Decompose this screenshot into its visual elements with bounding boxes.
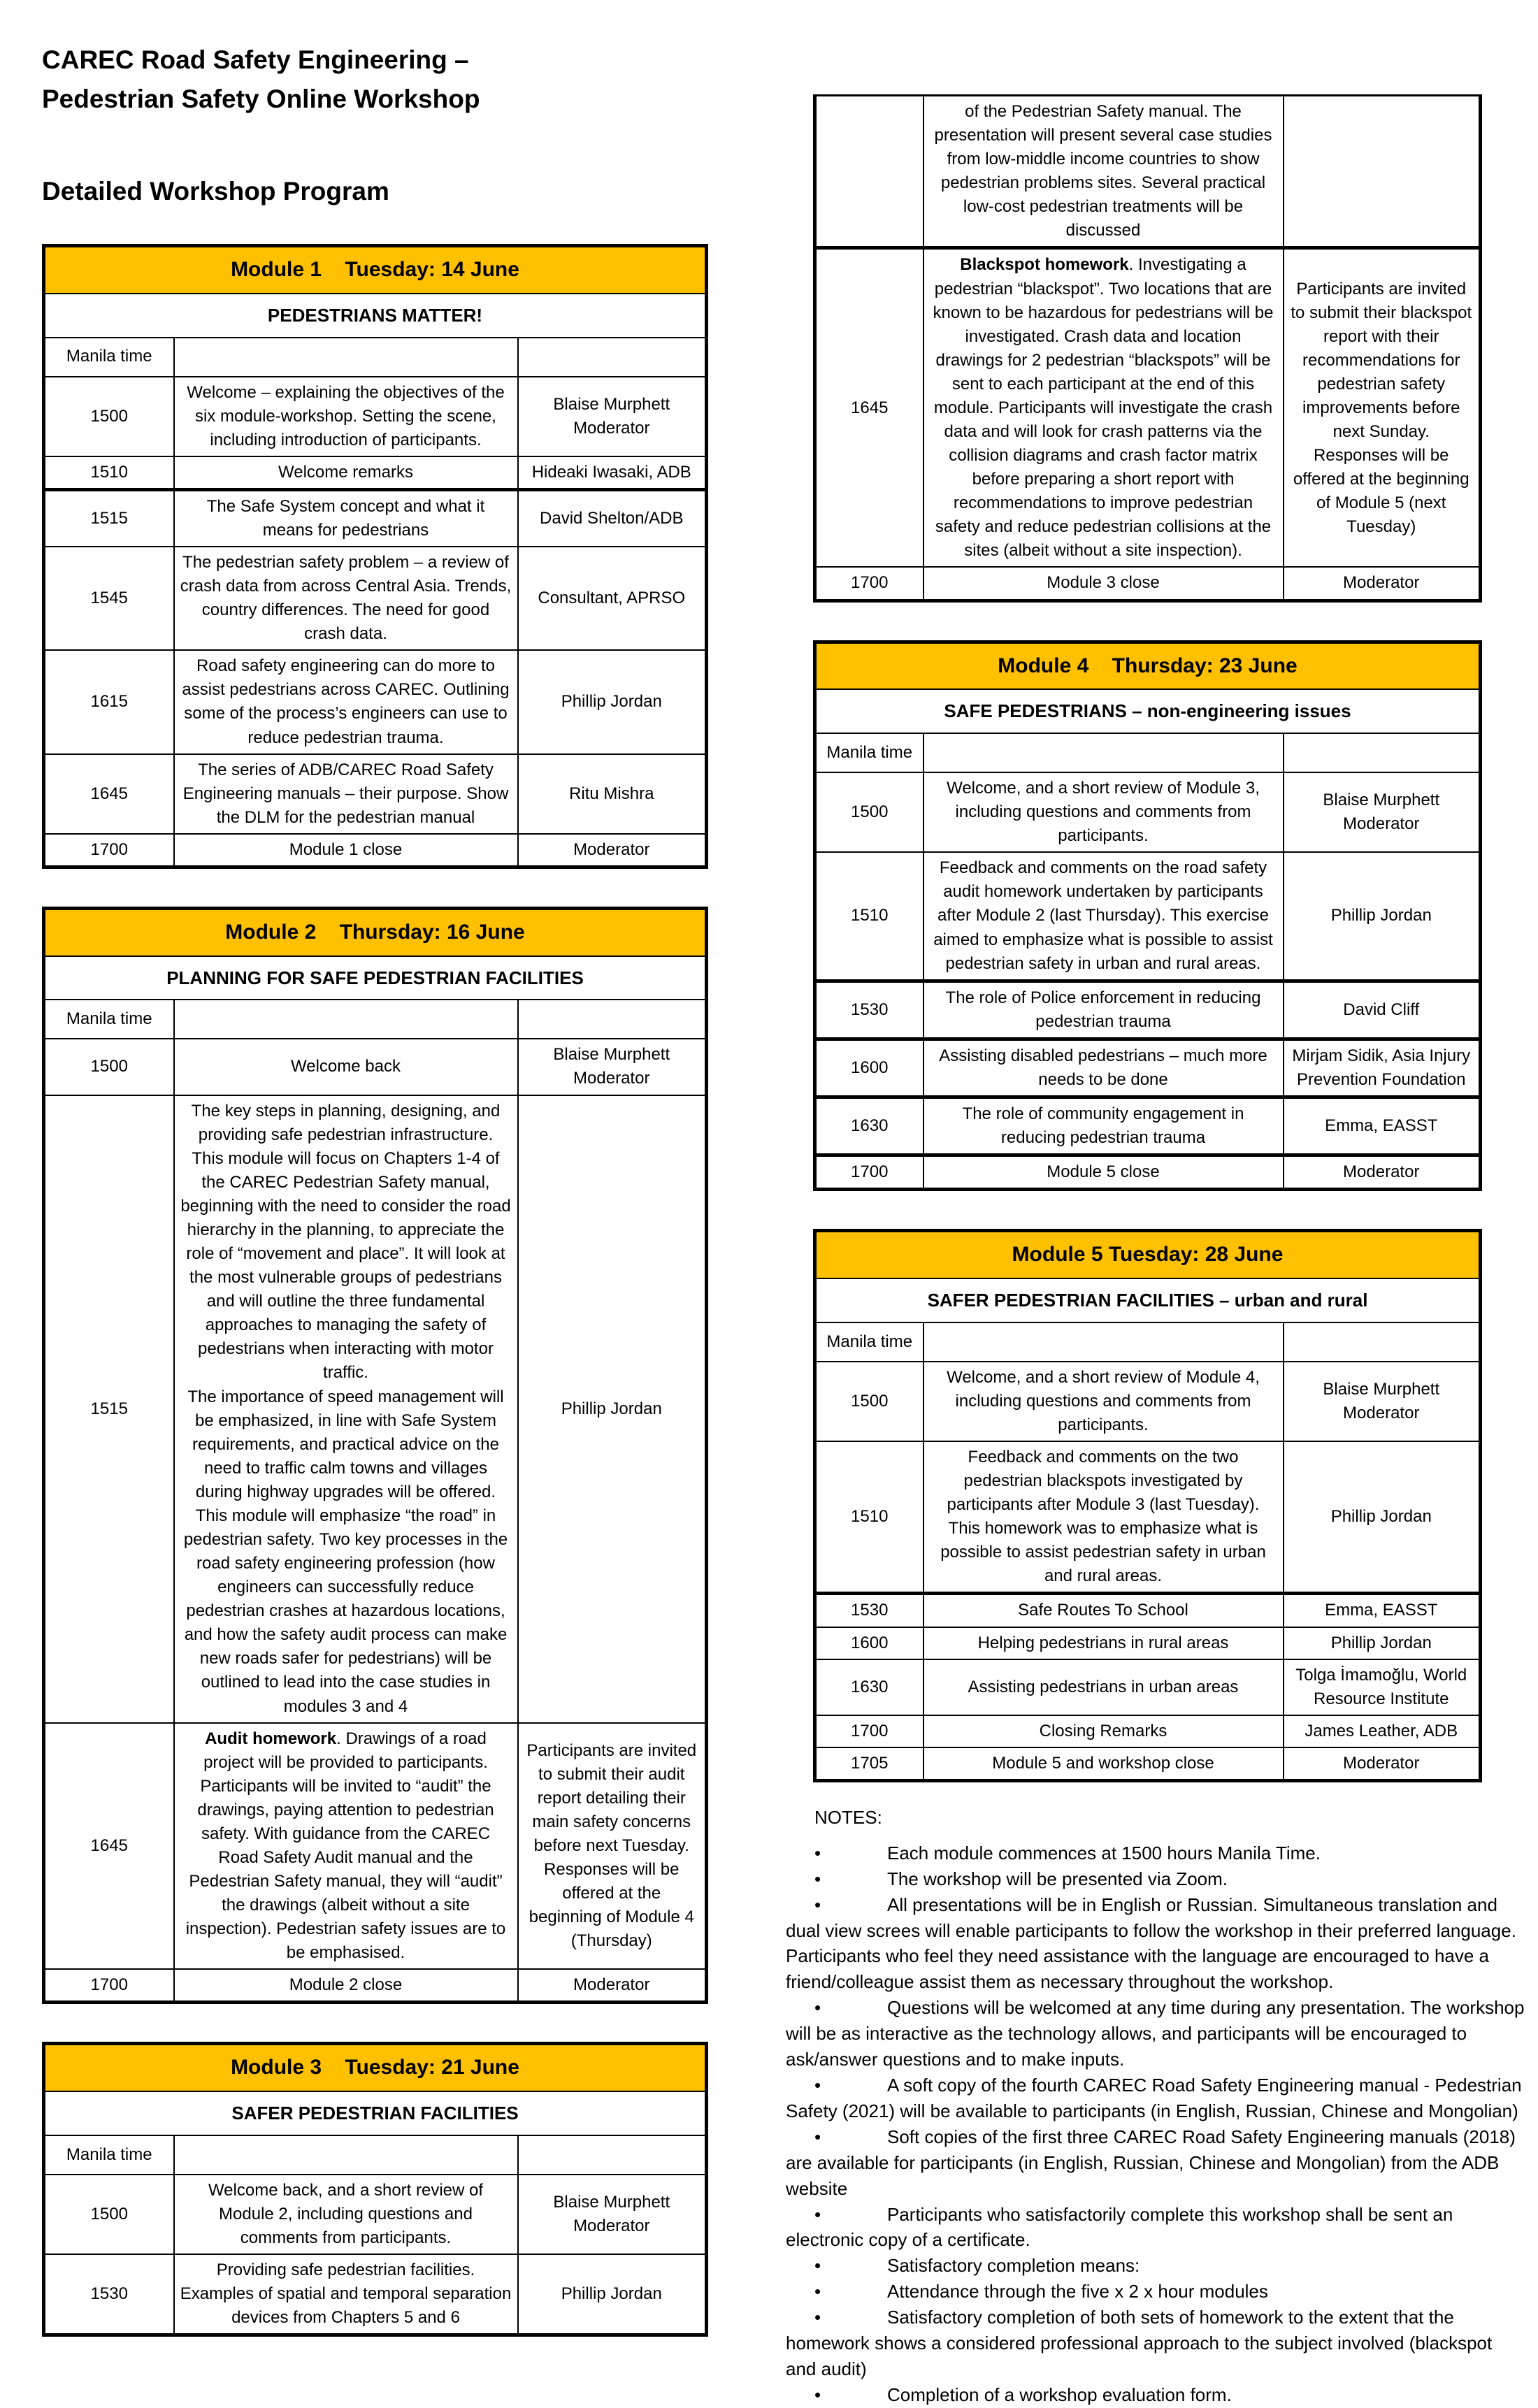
note-text: Satisfactory completion means: [887, 2255, 1140, 2277]
presenter-cell: Hideaki Iwasaki, ADB [518, 456, 707, 490]
table-row [815, 1594, 1481, 1627]
description-cell: Helping pedestrians in rural areas [923, 1627, 1284, 1659]
note-text: A soft copy of the fourth CAREC Road Safety Engineering manual - Pedestrian Safety (2021) will be available to participants (in English, Russian, Chinese and Mongolian) [786, 2074, 1522, 2121]
module-subheader: SAFER PEDESTRIAN FACILITIES – urban and rural [815, 1278, 1481, 1322]
note-item [786, 2305, 1525, 2382]
presenter-cell: Blaise Murphett Moderator [518, 1039, 707, 1095]
table-row [815, 1155, 1481, 1190]
document-title [42, 41, 705, 118]
presenter-cell [1284, 96, 1481, 248]
table-row [815, 689, 1481, 733]
time-column-header: Manila time [44, 338, 174, 377]
homework-text: . Drawings of a road project will be provided to participants. Participants will be invited to “audit” the drawings, paying attention to pedestrian safety. With guidance from the CAREC Road Safety Audit manual and the Pedestrian Safety manual, they will “audit” the drawings (albeit without a site inspection). Pedestrian safety issues are to be emphasised. [185, 1729, 506, 1963]
time-cell: 1645 [44, 1723, 174, 1970]
table-row [44, 834, 707, 867]
note-item [786, 1866, 1525, 1892]
time-cell [815, 96, 923, 248]
presenter-cell: Phillip Jordan [1284, 852, 1481, 981]
note-text: Each module commences at 1500 hours Manila Time. [887, 1842, 1321, 1863]
table-row [44, 489, 707, 547]
table-row [815, 567, 1481, 600]
time-cell: 1645 [44, 754, 174, 834]
table-row [44, 2254, 707, 2335]
document-title-line1: CAREC Road Safety Engineering – [42, 45, 469, 74]
module-5-table [813, 1229, 1482, 1782]
module-1-table [42, 244, 708, 869]
homework-lead: Audit homework [205, 1729, 337, 1748]
description-cell: The role of Police enforcement in reducing pedestrian trauma [923, 981, 1284, 1039]
time-cell: 1530 [44, 2254, 174, 2335]
time-cell: 1530 [815, 981, 923, 1039]
time-column-header: Manila time [815, 1322, 923, 1362]
description-cell: The Safe System concept and what it means for pedestrians [174, 489, 518, 547]
presenter-cell: Phillip Jordan [1284, 1627, 1481, 1659]
time-cell: 1700 [815, 567, 923, 600]
module-header: Module 4 Thursday: 23 June [815, 642, 1481, 689]
time-cell: 1515 [44, 1095, 174, 1723]
table-row [815, 1039, 1481, 1097]
description-cell: Providing safe pedestrian facilities. Examples of spatial and temporal separation devices from Chapters 5 and 6 [174, 2254, 518, 2335]
description-cell: Assisting disabled pedestrians – much more needs to be done [923, 1039, 1284, 1097]
program-heading: Detailed Workshop Program [42, 177, 389, 206]
time-cell: 1700 [44, 1969, 174, 2003]
table-row [815, 1715, 1481, 1747]
table-row [44, 1039, 707, 1095]
time-cell: 1500 [44, 1039, 174, 1095]
note-text: Soft copies of the first three CAREC Road Safety Engineering manuals (2018) are available for participants (in English, Russian, Chinese and Mongolian) from the ADB website [786, 2126, 1516, 2199]
time-cell: 1705 [815, 1747, 923, 1781]
bullet-icon: • [814, 2074, 821, 2096]
presenter-cell: David Shelton/ADB [518, 489, 707, 547]
table-row [815, 1097, 1481, 1155]
presenter-column-header [1284, 1322, 1481, 1362]
table-row [44, 2135, 707, 2175]
description-column-header [174, 1000, 518, 1039]
module-header: Module 5 Tuesday: 28 June [815, 1231, 1481, 1278]
time-cell: 1630 [815, 1097, 923, 1155]
table-row [815, 1627, 1481, 1659]
bullet-icon: • [814, 2255, 821, 2277]
bullet-icon: • [814, 2307, 821, 2328]
presenter-column-header [518, 338, 707, 377]
bullet-icon: • [814, 1842, 821, 1863]
presenter-cell: Phillip Jordan [518, 1095, 707, 1723]
homework-text: . Investigating a pedestrian “blackspot”. Two locations that are known to be hazardous for pedestrians will be investigated. Crash data and location drawings for 2 pedestrian “blackspots” will be sent to each participant at the end of this module. Participants will investigate the crash data and will look for crash patterns via the collision diagrams and crash factor matrix before preparing a short report with recommendations to improve pedestrian safety and reduce pedestrian collisions at the sites (albeit without a site inspection). [933, 255, 1274, 561]
presenter-cell: Emma, EASST [1284, 1594, 1481, 1627]
time-cell: 1500 [44, 2175, 174, 2254]
time-cell: 1510 [815, 1441, 923, 1594]
note-text: Questions will be welcomed at any time during any presentation. The workshop will be as interactive as the technology allows, and participants will be encouraged to ask/answer questions and to make inputs. [786, 1997, 1525, 2070]
table-row [815, 248, 1481, 568]
time-cell: 1615 [44, 650, 174, 754]
description-column-header [174, 338, 518, 377]
table-row [815, 1659, 1481, 1715]
note-item [786, 2253, 1525, 2279]
presenter-cell: Moderator [1284, 567, 1481, 600]
description-paragraph: This module will emphasize “the road” in pedestrian safety. Two key processes in the road safety engineering profession (how engineers can successfully reduce pedestrian crashes at hazardous locations, and how the safety audit process can make new roads safer for pedestrians) will be outlined to lead into the case studies in modules 3 and 4 [183, 1506, 508, 1716]
time-column-header: Manila time [44, 2135, 174, 2175]
module-4-table [813, 640, 1482, 1192]
presenter-cell: Participants are invited to submit their blackspot report with their recommendations for pedestrian safety improvements before next Sunday. Responses will be offered at the beginning of Module 5 (next Tuesday) [1284, 248, 1481, 568]
module-3-continued-table [813, 94, 1482, 603]
description-cell: Closing Remarks [923, 1715, 1284, 1747]
description-cell: Module 1 close [174, 834, 518, 867]
note-item [786, 2279, 1525, 2305]
time-cell: 1700 [815, 1715, 923, 1747]
table-row [815, 1322, 1481, 1362]
description-cell: Welcome remarks [174, 456, 518, 490]
description-cell: The pedestrian safety problem – a review of crash data from across Central Asia. Trends, country differences. The need for good crash data. [174, 547, 518, 650]
presenter-cell: Moderator [1284, 1747, 1481, 1781]
presenter-cell: Blaise Murphett Moderator [518, 2175, 707, 2254]
presenter-cell: Ritu Mishra [518, 754, 707, 834]
description-cell: Welcome, and a short review of Module 4, including questions and comments from participants. [923, 1362, 1284, 1441]
presenter-cell: Phillip Jordan [518, 650, 707, 754]
module-subheader: PLANNING FOR SAFE PEDESTRIAN FACILITIES [44, 956, 707, 1000]
table-row [815, 96, 1481, 248]
table-row [44, 547, 707, 650]
description-cell: Module 3 close [923, 567, 1284, 600]
table-row [815, 733, 1481, 772]
table-row [44, 377, 707, 456]
table-row [44, 2091, 707, 2135]
presenter-cell: Tolga İmamoğlu, World Resource Institute [1284, 1659, 1481, 1715]
time-cell: 1515 [44, 489, 174, 547]
module-subheader: SAFER PEDESTRIAN FACILITIES [44, 2091, 707, 2135]
table-row [44, 1095, 707, 1723]
time-column-header: Manila time [815, 733, 923, 772]
description-cell: The role of community engagement in reducing pedestrian trauma [923, 1097, 1284, 1155]
module-2-table [42, 907, 708, 2005]
presenter-cell: James Leather, ADB [1284, 1715, 1481, 1747]
note-text: Attendance through the five x 2 x hour modules [887, 2281, 1268, 2302]
time-cell: 1630 [815, 1659, 923, 1715]
presenter-cell: Moderator [518, 834, 707, 867]
description-cell: Welcome back [174, 1039, 518, 1095]
table-row [44, 650, 707, 754]
homework-lead: Blackspot homework [960, 255, 1129, 275]
table-row [815, 981, 1481, 1039]
module-subheader: SAFE PEDESTRIANS – non-engineering issues [815, 689, 1481, 733]
note-item [786, 2382, 1525, 2408]
bullet-icon: • [814, 2126, 821, 2147]
description-cell: The series of ADB/CAREC Road Safety Engineering manuals – their purpose. Show the DLM for the pedestrian manual [174, 754, 518, 834]
module-header: Module 2 Thursday: 16 June [44, 908, 707, 956]
time-column-header: Manila time [44, 1000, 174, 1039]
presenter-cell: Emma, EASST [1284, 1097, 1481, 1155]
bullet-icon: • [814, 2384, 821, 2405]
description-cell: Road safety engineering can do more to assist pedestrians across CAREC. Outlining some of the process’s engineers can use to reduce pedestrian trauma. [174, 650, 518, 754]
note-item [786, 1995, 1525, 2072]
table-row [815, 1441, 1481, 1594]
note-item [786, 2124, 1525, 2202]
note-text: All presentations will be in English or Russian. Simultaneous translation and dual view screes will enable participants to follow the workshop in their preferred language. Participants who feel they need assistance with the language are encouraged to have a friend/colleague assist them as necessary throughout the workshop. [786, 1894, 1516, 1993]
table-row [44, 294, 707, 338]
time-cell: 1645 [815, 248, 923, 568]
description-cell: Feedback and comments on the two pedestrian blackspots investigated by participants after Module 3 (last Tuesday). This homework was to emphasize what is possible to assist pedestrian safety in urban and rural areas. [923, 1441, 1284, 1594]
description-cell: Safe Routes To School [923, 1594, 1284, 1627]
table-row [44, 2175, 707, 2254]
table-row [815, 1747, 1481, 1781]
table-row [44, 1000, 707, 1039]
table-row [44, 2044, 707, 2091]
table-row [815, 1362, 1481, 1441]
presenter-column-header [518, 2135, 707, 2175]
description-cell: Welcome – explaining the objectives of the six module-workshop. Setting the scene, including introduction of participants. [174, 377, 518, 456]
document-title-line2: Pedestrian Safety Online Workshop [42, 84, 480, 113]
time-cell: 1545 [44, 547, 174, 650]
table-row [815, 642, 1481, 689]
time-cell: 1530 [815, 1594, 923, 1627]
description-cell: of the Pedestrian Safety manual. The presentation will present several case studies from low-middle income countries to show pedestrian problems sites. Several practical low-cost pedestrian treatments will be discussed [923, 96, 1284, 248]
description-column-header [174, 2135, 518, 2175]
description-cell: Module 5 close [923, 1155, 1284, 1190]
note-text: Participants who satisfactorily complete this workshop shall be sent an electronic copy of a certificate. [786, 2203, 1453, 2251]
bullet-icon: • [814, 1868, 821, 1889]
table-row [44, 754, 707, 834]
description-cell: Welcome back, and a short review of Module 2, including questions and comments from participants. [174, 2175, 518, 2254]
time-cell: 1700 [44, 834, 174, 867]
presenter-cell: Moderator [1284, 1155, 1481, 1190]
table-row [815, 1278, 1481, 1322]
presenter-cell: Blaise Murphett Moderator [1284, 1362, 1481, 1441]
notes-section [786, 1805, 1525, 2408]
note-text: Satisfactory completion of both sets of homework to the extent that the homework shows a considered professional approach to the subject involved (blackspot and audit) [786, 2307, 1493, 2379]
time-cell: 1510 [815, 852, 923, 981]
left-column [42, 41, 705, 2337]
time-cell: 1700 [815, 1155, 923, 1190]
description-cell: Module 2 close [174, 1969, 518, 2003]
table-row [815, 852, 1481, 981]
table-row [44, 1723, 707, 1970]
table-row [44, 456, 707, 490]
presenter-cell: Phillip Jordan [518, 2254, 707, 2335]
note-item [786, 2202, 1525, 2254]
description-column-header [923, 733, 1284, 772]
table-row [44, 338, 707, 377]
note-text: The workshop will be presented via Zoom. [887, 1868, 1228, 1889]
right-column [786, 94, 1525, 2408]
presenter-cell: Consultant, APRSO [518, 547, 707, 650]
description-cell: Module 5 and workshop close [923, 1747, 1284, 1781]
time-cell: 1500 [815, 1362, 923, 1441]
description-cell: Feedback and comments on the road safety audit homework undertaken by participants after Module 2 (last Thursday). This exercise aimed to emphasize what is possible to assist pedestrian safety in urban and rural areas. [923, 852, 1284, 981]
module-header: Module 3 Tuesday: 21 June [44, 2044, 707, 2091]
module-3-table [42, 2042, 708, 2337]
note-item [786, 2072, 1525, 2124]
presenter-column-header [518, 1000, 707, 1039]
presenter-cell: Moderator [518, 1969, 707, 2003]
description-paragraph: The key steps in planning, designing, and providing safe pedestrian infrastructure. [191, 1101, 501, 1144]
bullet-icon: • [814, 2281, 821, 2302]
time-cell: 1510 [44, 456, 174, 490]
description-paragraph: The importance of speed management will be emphasized, in line with Safe System requirements, and practical advice on the need to traffic calm towns and villages during highway upgrades will be offered. [187, 1387, 504, 1501]
presenter-cell: Phillip Jordan [1284, 1441, 1481, 1594]
time-cell: 1600 [815, 1039, 923, 1097]
presenter-column-header [1284, 733, 1481, 772]
presenter-cell: David Cliff [1284, 981, 1481, 1039]
note-item [786, 1892, 1525, 1996]
presenter-cell: Blaise Murphett Moderator [1284, 772, 1481, 852]
presenter-cell: Participants are invited to submit their audit report detailing their main safety concerns before next Tuesday. Responses will be offered at the beginning of Module 4 (Thursday) [518, 1723, 707, 1970]
table-row [44, 1969, 707, 2003]
bullet-icon: • [814, 2203, 821, 2225]
notes-heading: NOTES: [814, 1806, 882, 1828]
note-item [786, 1840, 1525, 1866]
time-cell: 1500 [44, 377, 174, 456]
description-cell: Welcome, and a short review of Module 3, including questions and comments from participants. [923, 772, 1284, 852]
description-cell [174, 1095, 518, 1723]
description-paragraph: This module will focus on Chapters 1-4 of the CAREC Pedestrian Safety manual, beginning with the need to consider the road hierarchy in the planning, to appreciate the role of “movement and place”. It will look at the most vulnerable groups of pedestrians and will outline the three fundamental approaches to managing the safety of pedestrians when interacting with motor traffic. [180, 1148, 511, 1383]
table-row [44, 956, 707, 1000]
table-row [815, 1231, 1481, 1278]
description-cell [923, 248, 1284, 568]
bullet-icon: • [814, 1894, 821, 1915]
description-cell [174, 1723, 518, 1970]
module-header: Module 1 Tuesday: 14 June [44, 246, 707, 294]
note-text: Completion of a workshop evaluation form. [887, 2384, 1232, 2405]
table-row [44, 246, 707, 294]
module-subheader: PEDESTRIANS MATTER! [44, 294, 707, 338]
description-cell: Assisting pedestrians in urban areas [923, 1659, 1284, 1715]
bullet-icon: • [814, 1997, 821, 2019]
time-cell: 1600 [815, 1627, 923, 1659]
presenter-cell: Blaise Murphett Moderator [518, 377, 707, 456]
description-column-header [923, 1322, 1284, 1362]
table-row [44, 908, 707, 956]
table-row [815, 772, 1481, 852]
time-cell: 1500 [815, 772, 923, 852]
presenter-cell: Mirjam Sidik, Asia Injury Prevention Foundation [1284, 1039, 1481, 1097]
